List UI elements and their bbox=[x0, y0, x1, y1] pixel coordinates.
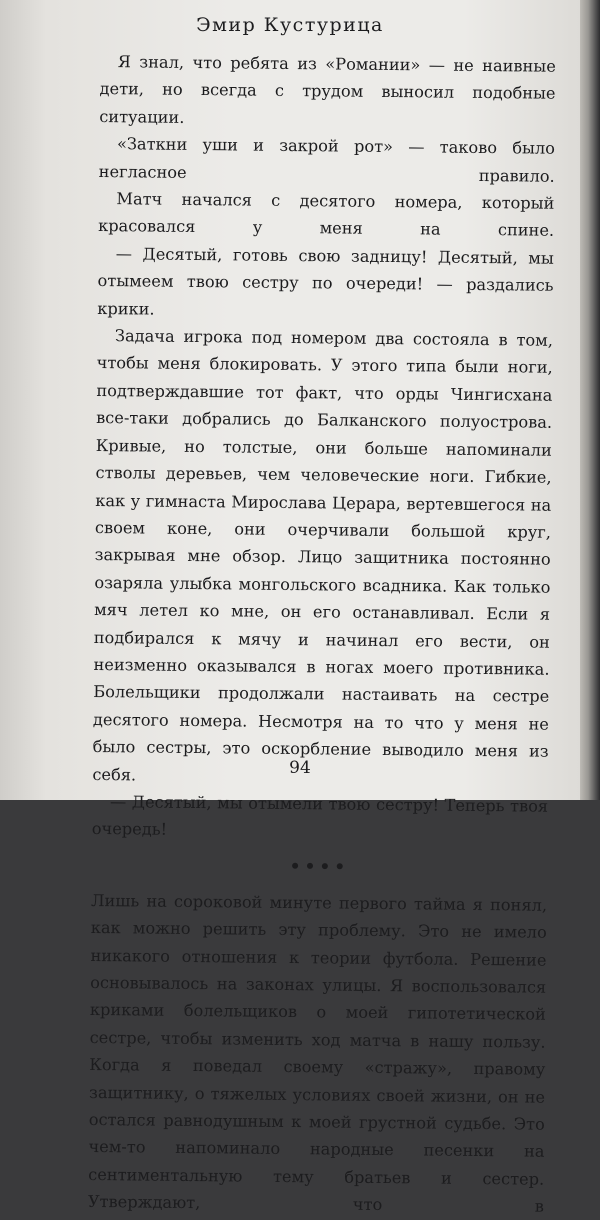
running-header-author: Эмир Кустурица bbox=[196, 14, 384, 36]
page-edge-shadow bbox=[580, 0, 600, 800]
section-break: •••• bbox=[289, 856, 350, 878]
paragraph: Лишь на сороковой минуте первого тайма я понял, как можно решить эту проблему. Это не имело никакого отношения к теории футбола. Решение основывалось на законах улицы. Я воспользовался криками болельщиков о моей гипотетической сестре, чтобы изменить ход матча в нашу пользу. Когда я поведал своему «стражу», правому защитнику, о тяжелых условиях своей жизни, он не остался равнодушным к моей грустной судьбе. Это чем-то напоминало народные песенки на сентиментальную тему братьев и сестер. Утверждают, что в bbox=[87, 890, 548, 1216]
paragraph: — Десятый, готовь свою задницу! Десятый, мы отымеем твою сестру по очереди! — раздались крики. bbox=[97, 244, 554, 319]
paragraph: Задача игрока под номером два состояла в том, чтобы меня блокировать. У этого типа были ноги, подтверждавшие тот факт, что орды Чингисхана все-таки добрались до Балканского полуострова. Кривые, но толстые, они больше напоминали стволы деревьев, чем человеческие ноги. Гибкие, как у гимнаста Мирослава Церара, вертевшегося на своем коне, они очерчивали большой круг, закрывая мне обзор. Лицо защитника постоянно озаряла улыбка монгольского всадника. Как только мяч летел ко мне, он его останавливал. Если я подбирался к мячу и начинал его вести, он неизменно оказывался в ногах моего противника. Болельщики продолжали настаивать на сестре десятого номера. Несмотря на то что у меня не было сестры, это оскорбление выводило меня из себя. bbox=[92, 326, 554, 784]
body-text bbox=[88, 48, 556, 1220]
paragraph: Матч начался с десятого номера, который красовался у меня на спине. bbox=[98, 189, 555, 241]
paragraph: «Заткни уши и закрой рот» — таково было негласное правило. bbox=[98, 134, 556, 186]
paragraph: Я знал, что ребята из «Романии» — не наивные дети, но всегда с трудом выносил подобные ситуации. bbox=[99, 52, 556, 127]
page-number: 94 bbox=[289, 758, 311, 778]
paragraph: — Десятый, мы отымели твою сестру! Теперь твоя очередь! bbox=[91, 792, 549, 840]
